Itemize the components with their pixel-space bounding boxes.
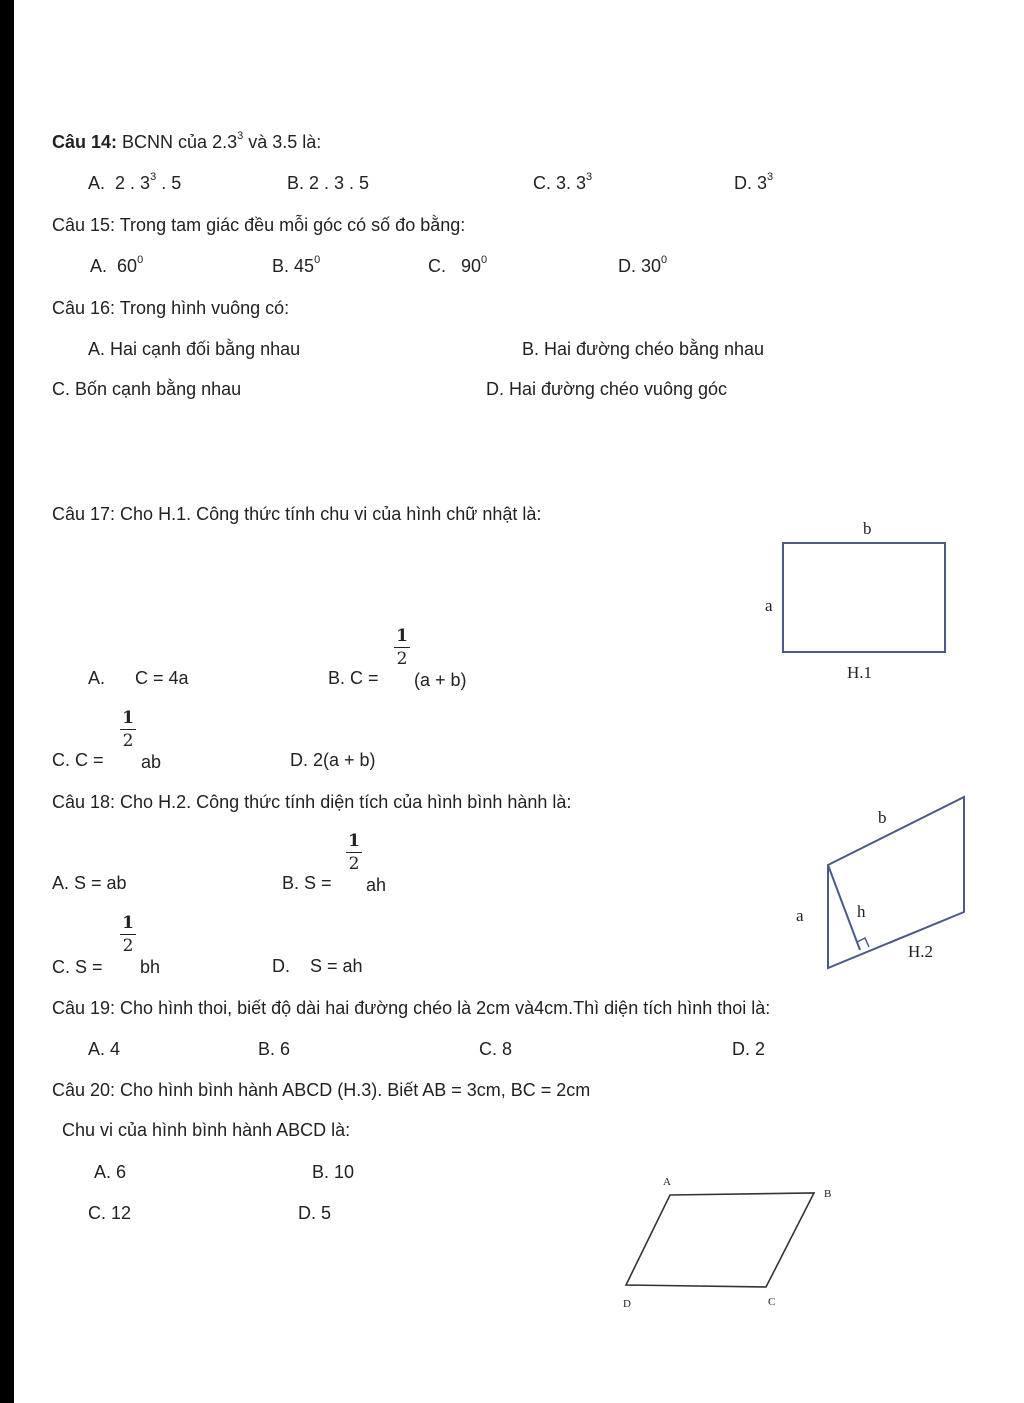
q18-c-tail: bh: [140, 957, 161, 977]
q14-expr-exp: 3: [237, 130, 244, 142]
q14-text: BCNN của: [122, 132, 208, 152]
q19-title: Câu 19: Cho hình thoi, biết độ dài hai đường chéo là 2cm và4cm.Thì diện tích hình thoi là:: [52, 998, 771, 1018]
q14-a-tail: . 5: [161, 173, 182, 193]
q18-b-label: B. S =: [282, 873, 332, 893]
h1-caption: H.1: [847, 663, 873, 682]
q18-b-frac-den: 2: [348, 854, 360, 874]
h2-label-b: b: [878, 808, 887, 827]
q17-b-label: B. C =: [328, 668, 379, 688]
q17-c-label: C. C =: [52, 750, 104, 770]
q14-c-exp: 3: [586, 171, 593, 183]
h3-label-D: D: [623, 1298, 631, 1310]
q17-c-frac-num: 1: [122, 708, 134, 728]
q17-title: Câu 17: Cho H.1. Công thức tính chu vi của hình chữ nhật là:: [52, 504, 542, 524]
q20-option-c[interactable]: C. 12: [88, 1203, 132, 1223]
q15-title: Câu 15: Trong tam giác đều mỗi góc có số đo bằng:: [52, 215, 466, 235]
q20-title-text: Câu 20: Cho hình bình hành ABCD (H.3). Biết: [52, 1080, 419, 1100]
q19-option-a[interactable]: A. 4: [88, 1039, 121, 1059]
h1-label-b: b: [863, 519, 872, 538]
q18-d-label: D.: [272, 956, 290, 976]
h2-parallelogram: [828, 797, 964, 968]
q15-c-exp: 0: [481, 254, 488, 266]
q16-option-c[interactable]: C. Bốn cạnh bằng nhau: [52, 379, 242, 399]
q16-option-d[interactable]: D. Hai đường chéo vuông góc: [486, 379, 727, 399]
q14-a-label: A.: [88, 173, 106, 193]
q17-a-formula: C = 4a: [135, 668, 189, 688]
figures-layer: [14, 0, 1024, 1403]
q18-b-tail: ah: [366, 875, 387, 895]
q15-a-val: 60: [117, 256, 138, 276]
q15-b-val: 45: [294, 256, 315, 276]
q16-option-a[interactable]: A. Hai cạnh đối bằng nhau: [88, 339, 301, 359]
q15-c-label: C.: [428, 256, 446, 276]
q18-c-frac-num: 1: [122, 913, 134, 933]
q16-title: Câu 16: Trong hình vuông có:: [52, 298, 290, 318]
q15-d-val: 30: [641, 256, 662, 276]
h3-label-A: A: [663, 1176, 671, 1188]
q15-b-exp: 0: [314, 254, 321, 266]
q14-d-base: D. 3: [734, 173, 768, 193]
q19-option-d[interactable]: D. 2: [732, 1039, 766, 1059]
q14-d-exp: 3: [767, 171, 774, 183]
q17-c-tail: ab: [141, 752, 162, 772]
q14-a-exp: 3: [150, 171, 157, 183]
q17-option-d[interactable]: D. 2(a + b): [290, 750, 376, 770]
q14-expr: 2.3: [212, 132, 238, 152]
left-edge-bar: [0, 0, 14, 1403]
h2-caption: H.2: [908, 942, 934, 961]
q18-option-a[interactable]: A. S = ab: [52, 873, 127, 893]
q18-title: Câu 18: Cho H.2. Công thức tính diện tích của hình bình hành là:: [52, 792, 572, 812]
q17-a-label: A.: [88, 668, 106, 688]
q18-c-label: C. S =: [52, 957, 103, 977]
q14-tail: và 3.5 là:: [248, 132, 322, 152]
h3-parallelogram: [626, 1193, 814, 1287]
q14-number: Câu 14:: [52, 132, 118, 152]
q14-c-base: C. 3. 3: [533, 173, 587, 193]
h2-label-h: h: [857, 902, 866, 921]
q17-c-frac-den: 2: [122, 731, 134, 751]
q17-b-tail: (a + b): [414, 670, 467, 690]
q20-title-math: AB = 3cm, BC = 2cm: [422, 1080, 591, 1100]
h1-label-a: a: [765, 596, 773, 615]
q18-d-formula: S = ah: [310, 956, 363, 976]
q17-b-frac-num: 1: [396, 626, 408, 646]
q15-a-label: A.: [90, 256, 108, 276]
q20-option-a[interactable]: A. 6: [94, 1162, 127, 1182]
q14-option-b[interactable]: B. 2 . 3 . 5: [287, 173, 370, 193]
q17-b-frac-den: 2: [396, 649, 408, 669]
q15-b-label: B.: [272, 256, 290, 276]
q19-option-b[interactable]: B. 6: [258, 1039, 291, 1059]
q15-d-exp: 0: [661, 254, 668, 266]
q15-c-val: 90: [461, 256, 482, 276]
q18-b-frac-num: 1: [348, 831, 360, 851]
q20-option-d[interactable]: D. 5: [298, 1203, 332, 1223]
h1-rectangle: [783, 543, 945, 652]
q15-d-label: D.: [618, 256, 636, 276]
q15-a-exp: 0: [137, 254, 144, 266]
q16-option-b[interactable]: B. Hai đường chéo bằng nhau: [522, 339, 765, 359]
h3-label-C: C: [768, 1296, 776, 1308]
h2-height-line: [828, 865, 860, 950]
h3-label-B: B: [824, 1188, 832, 1200]
q20-line2: Chu vi của hình bình hành ABCD là:: [62, 1120, 351, 1140]
q19-option-c[interactable]: C. 8: [479, 1039, 513, 1059]
q14-a-base: 2 . 3: [115, 173, 151, 193]
q20-option-b[interactable]: B. 10: [312, 1162, 355, 1182]
h2-label-a: a: [796, 906, 804, 925]
q18-c-frac-den: 2: [122, 936, 134, 956]
worksheet-page: [14, 0, 1024, 1403]
